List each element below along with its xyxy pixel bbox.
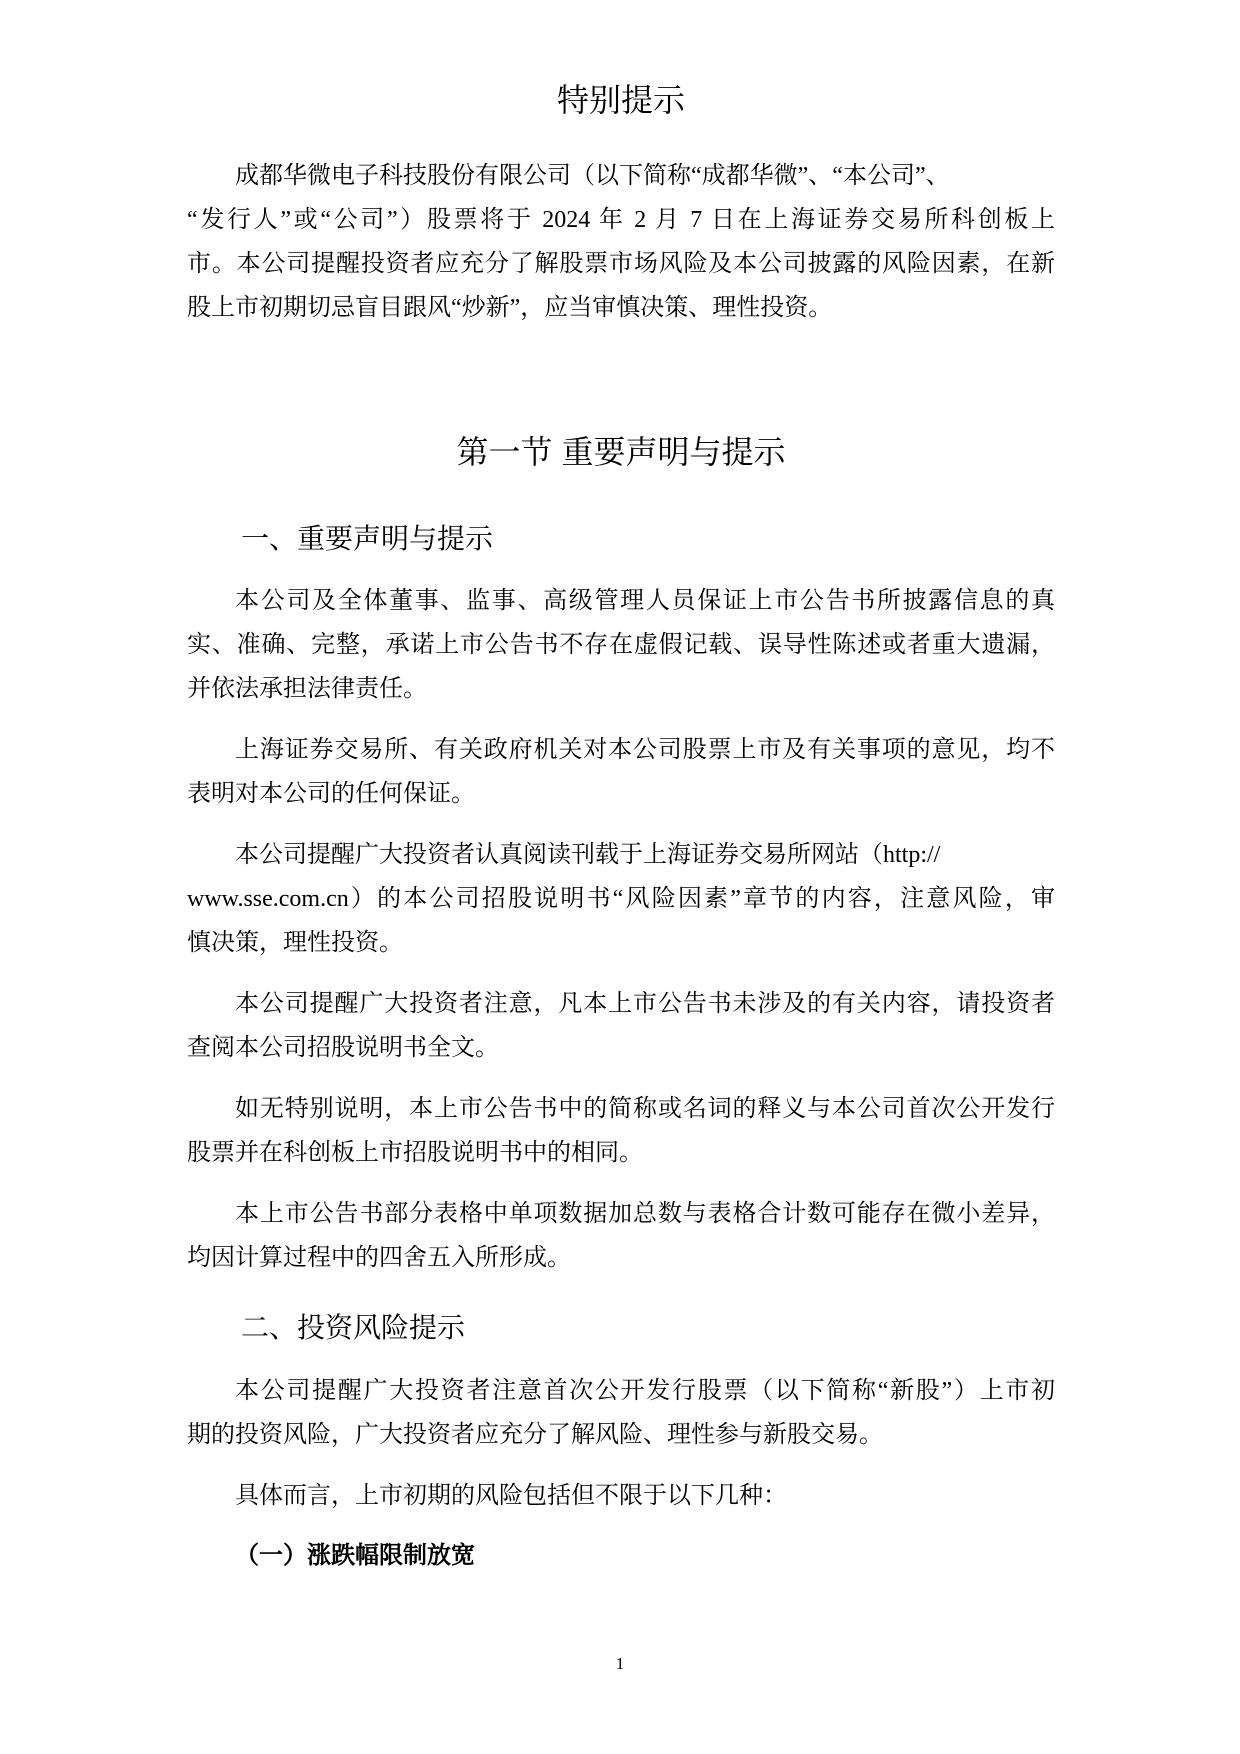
body-paragraph — [187, 1087, 1055, 1175]
paragraph-line: 期的投资风险，广大投资者应充分了解风险、理性参与新股交易。 — [187, 1422, 883, 1448]
paragraph-line: 股上市初期切忌盲目跟风“炒新”，应当审慎决策、理性投资。 — [187, 295, 833, 321]
body-paragraph — [187, 1192, 1055, 1280]
page-title: 特别提示 — [556, 82, 685, 118]
page-number: 1 — [615, 1654, 625, 1673]
paragraph-line: 如无特别说明，本上市公告书中的简称或名词的释义与本公司首次公开发行 — [235, 1096, 1055, 1122]
part1-heading: 一、重要声明与提示 — [241, 523, 494, 554]
special-notice-paragraph — [187, 154, 1055, 330]
paragraph-line: 查阅本公司招股说明书全文。 — [187, 1035, 499, 1061]
paragraph-line: www.sse.com.cn）的本公司招股说明书“风险因素”章节的内容，注意风险，审 — [187, 886, 1055, 912]
paragraph-line: 本公司提醒广大投资者注意首次公开发行股票（以下简称“新股”）上市初 — [235, 1378, 1055, 1404]
body-paragraph — [187, 1369, 1055, 1457]
paragraph-line: 并依法承担法律责任。 — [187, 676, 427, 702]
paragraph-line: “发行人”或“公司”）股票将于 2024 年 2 月 7 日在上海证券交易所科创板上 — [187, 207, 1055, 233]
paragraph-line: 本公司提醒广大投资者注意，凡本上市公告书未涉及的有关内容，请投资者 — [235, 991, 1055, 1017]
paragraph-line: 成都华微电子科技股份有限公司（以下简称“成都华微”、“本公司”、 — [235, 163, 950, 189]
paragraph-line: 本上市公告书部分表格中单项数据加总数与表格合计数可能存在微小差异， — [235, 1201, 1055, 1227]
paragraph-line: 市。本公司提醒投资者应充分了解股票市场风险及本公司披露的风险因素，在新 — [187, 251, 1055, 277]
page-content — [187, 0, 1055, 1578]
paragraph-line: 慎决策，理性投资。 — [187, 930, 403, 956]
part2-subheading: （一）涨跌幅限制放宽 — [235, 1542, 475, 1569]
body-paragraph — [187, 728, 1055, 816]
paragraph-line: 均因计算过程中的四舍五入所形成。 — [187, 1245, 571, 1271]
body-paragraph — [187, 982, 1055, 1070]
section-title: 第一节 重要声明与提示 — [456, 434, 786, 470]
paragraph-line: 本公司及全体董事、监事、高级管理人员保证上市公告书所披露信息的真 — [235, 588, 1055, 614]
body-paragraph — [187, 1474, 1055, 1518]
paragraph-line: 本公司提醒广大投资者认真阅读刊载于上海证券交易所网站（http:// — [235, 842, 941, 868]
paragraph-line: 实、准确、完整，承诺上市公告书不存在虚假记载、误导性陈述或者重大遗漏， — [187, 632, 1055, 658]
paragraph-line: 上海证券交易所、有关政府机关对本公司股票上市及有关事项的意见，均不 — [235, 737, 1055, 763]
paragraph-line: 表明对本公司的任何保证。 — [187, 781, 475, 807]
body-paragraph — [187, 833, 1055, 965]
paragraph-line: 具体而言，上市初期的风险包括但不限于以下几种： — [235, 1483, 787, 1509]
part2-heading: 二、投资风险提示 — [241, 1312, 466, 1343]
paragraph-line: 股票并在科创板上市招股说明书中的相同。 — [187, 1140, 643, 1166]
body-paragraph — [187, 579, 1055, 711]
